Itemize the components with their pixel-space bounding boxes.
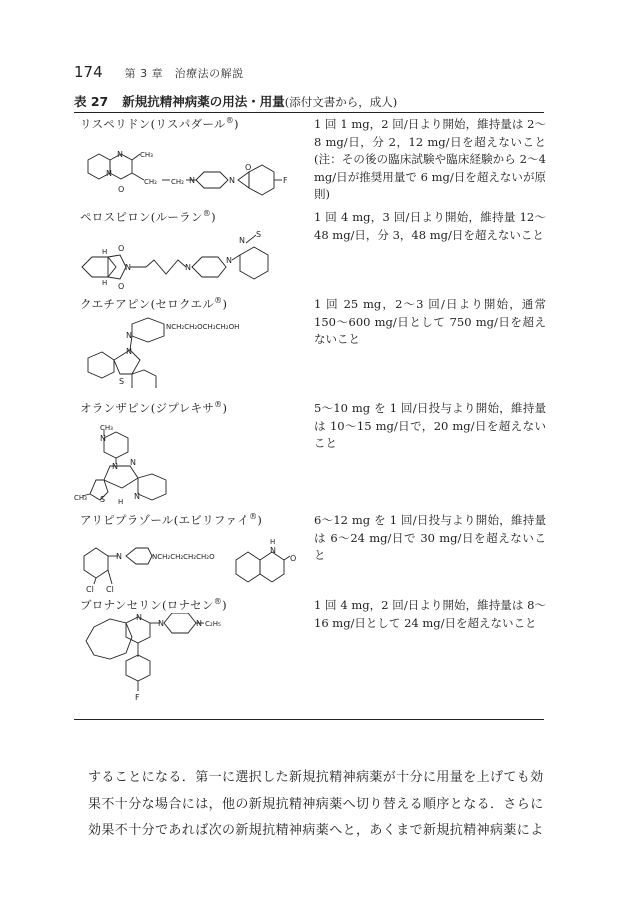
dosage-text: 1 回 4 mg，2 回/日より開始，維持量は 8～16 mg/日として 24 mg/日を超えないこと: [314, 598, 546, 630]
atom-label: H: [118, 498, 124, 506]
atom-label: S: [256, 230, 262, 239]
table-number: 表 27: [74, 94, 109, 109]
table-title: 新規抗精神病薬の用法・用量: [122, 94, 285, 109]
atom-label: H: [102, 248, 108, 256]
atom-label: C₂H₅: [205, 620, 221, 628]
atom-label: H: [270, 538, 276, 546]
atom-label: N: [117, 150, 123, 159]
atom-label: N: [100, 434, 106, 443]
atom-label: F: [283, 176, 288, 185]
atom-label: CH₂: [171, 178, 184, 186]
atom-label: Cl: [106, 585, 114, 594]
structure-olanzapine: [74, 416, 304, 508]
atom-label: S: [100, 495, 106, 504]
structure-blonanserin: [74, 613, 304, 717]
atom-label: NCH₂CH₂CH₂CH₂O: [152, 553, 215, 561]
atom-label: N: [126, 347, 132, 356]
drug-name: ブロナンセリン(ロナセン®): [80, 597, 227, 612]
atom-label: N: [125, 263, 131, 272]
page-header: [74, 63, 244, 81]
atom-label: N: [189, 176, 195, 185]
table-note: (添付文書から，成人): [284, 95, 398, 109]
atom-label: N: [226, 256, 232, 265]
atom-label: N: [134, 492, 140, 501]
atom-label: O: [118, 185, 125, 194]
dosage-text: 1 回 25 mg，2～3 回/日より開始，通常 150～600 mg/日として 750 mg/日を超えないこと: [314, 297, 546, 347]
page-number: 174: [74, 63, 103, 81]
dosage-text: 1 回 4 mg，3 回/日より開始，維持量 12～48 mg/日，分 3，48 mg/日を超えないこと: [314, 210, 546, 242]
atom-label: O: [118, 282, 125, 291]
atom-label: Cl: [86, 585, 94, 594]
atom-label: N: [158, 619, 164, 628]
body-paragraph: [88, 765, 548, 845]
body-line: することになる．第一に選択した新規抗精神病薬が十分に用量を上げても効: [88, 770, 544, 785]
dosage-text: 5～10 mg を 1 回/日投与より開始，維持量は 10～15 mg/日で，20 mg/日を超えないこと: [314, 401, 546, 451]
atom-label: N: [126, 331, 132, 340]
atom-label: CH₃: [100, 424, 113, 432]
atom-label: NCH₂CH₂OCH₂CH₂OH: [166, 323, 240, 331]
atom-label: N: [130, 458, 136, 467]
chapter-title: 第 3 章 治療法の解説: [124, 67, 244, 80]
atom-label: F: [135, 693, 140, 702]
drug-name: クエチアピン(セロクエル®): [80, 296, 228, 311]
atom-label: CH₂: [144, 178, 157, 186]
atom-label: N: [106, 169, 112, 178]
atom-label: O: [118, 244, 125, 253]
structure-perospirone: [74, 225, 304, 291]
atom-label: N: [196, 619, 202, 628]
atom-label: O: [245, 163, 252, 172]
dosage-text: 1 回 1 mg，2 回/日より開始，維持量は 2～8 mg/日，分 2，12 mg/日を超えないこと(注：その後の臨床試験や臨床経験から 2～4 mg/日が推奨用量で 6 mg/日を超えないが原則): [314, 117, 546, 202]
drug-name: リスペリドン(リスパダール®): [80, 116, 239, 131]
atom-label: CH₃: [140, 151, 153, 159]
table-caption: [74, 92, 397, 110]
atom-label: H: [102, 279, 108, 287]
body-line: 効果不十分であれば次の新規抗精神病薬へと，あくまで新規抗精神病薬によ: [88, 823, 544, 838]
structure-risperidone: [74, 132, 304, 198]
structure-quetiapine: [74, 312, 304, 388]
table-bottom-rule: [74, 719, 544, 720]
atom-label: N: [239, 236, 245, 245]
atom-label: CH₃: [74, 494, 87, 502]
drug-name: オランザピン(ジプレキサ®): [80, 400, 228, 415]
atom-label: N: [136, 613, 142, 622]
atom-label: N: [270, 546, 276, 555]
atom-label: N: [229, 176, 235, 185]
atom-label: N: [112, 462, 118, 471]
table-top-rule: [74, 112, 544, 113]
atom-label: N: [116, 552, 122, 561]
atom-label: S: [119, 377, 125, 386]
atom-label: N: [185, 263, 191, 272]
drug-name: アリピプラゾール(エビリファイ®): [80, 512, 263, 527]
body-line: 果不十分な場合には，他の新規抗精神病薬へ切り替える順序となる．さらに: [88, 796, 544, 812]
drug-name: ペロスピロン(ルーラン®): [80, 209, 216, 224]
dosage-text: 6～12 mg を 1 回/日投与より開始，維持量は 6～24 mg/日で 30 mg/日を超えないこと: [314, 513, 546, 563]
structure-aripiprazole: [74, 528, 304, 594]
atom-label: O: [290, 554, 297, 563]
